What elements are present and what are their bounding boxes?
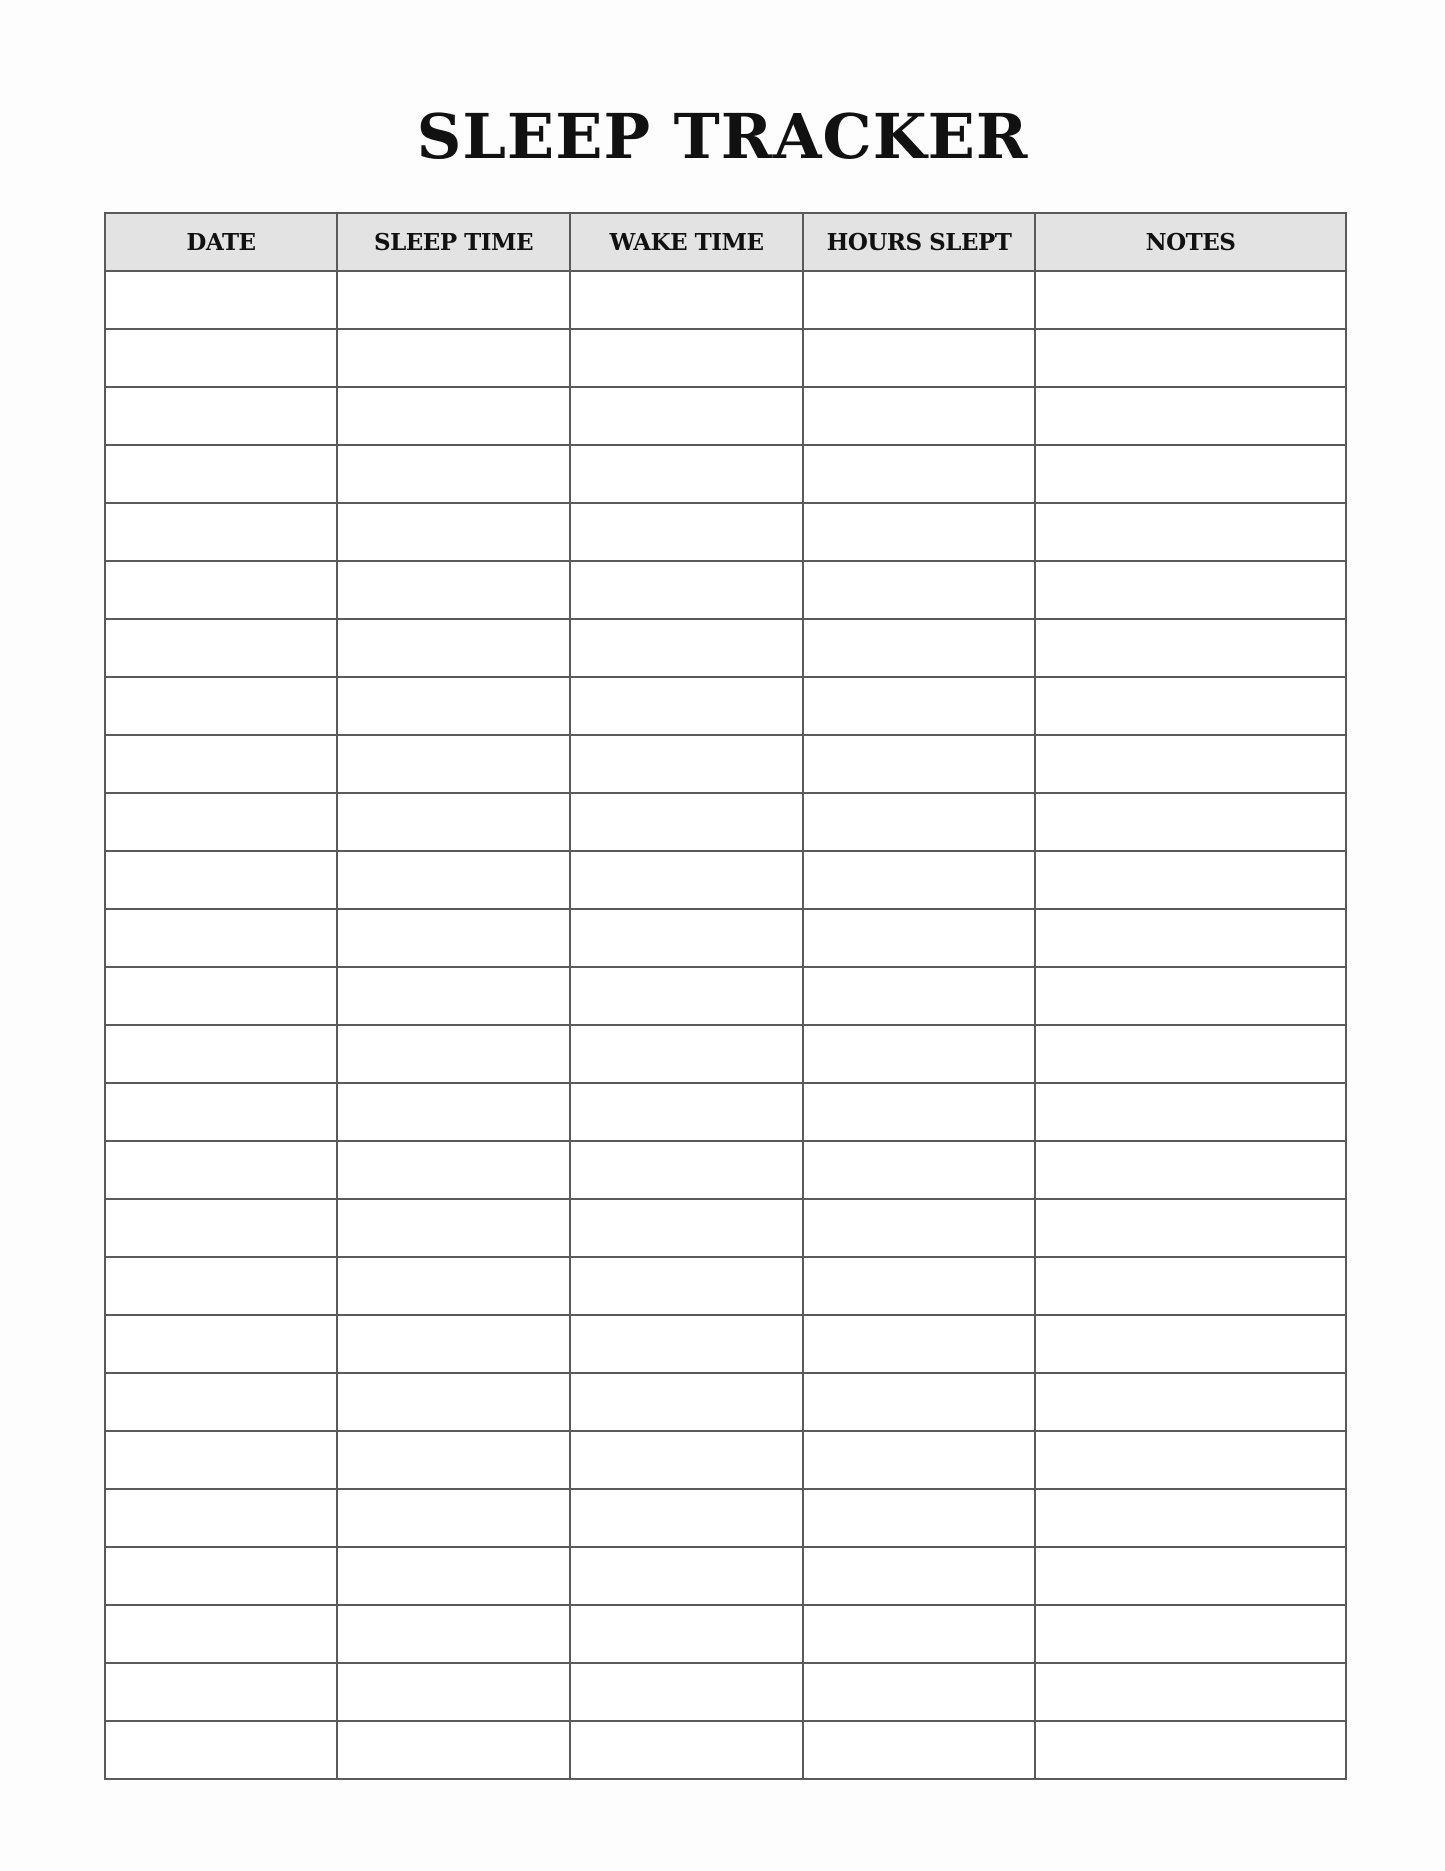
- table-row: [105, 967, 1346, 1025]
- cell-sleep-time: [337, 503, 570, 561]
- cell-hours-slept: [803, 1315, 1035, 1373]
- cell-hours-slept: [803, 1431, 1035, 1489]
- cell-date: [105, 1663, 337, 1721]
- table-row: [105, 851, 1346, 909]
- cell-notes: [1035, 967, 1346, 1025]
- cell-wake-time: [570, 1315, 803, 1373]
- cell-notes: [1035, 1489, 1346, 1547]
- cell-hours-slept: [803, 1257, 1035, 1315]
- cell-date: [105, 967, 337, 1025]
- table-row: [105, 735, 1346, 793]
- cell-sleep-time: [337, 1489, 570, 1547]
- cell-notes: [1035, 677, 1346, 735]
- table-row: [105, 1605, 1346, 1663]
- cell-wake-time: [570, 793, 803, 851]
- cell-sleep-time: [337, 735, 570, 793]
- cell-hours-slept: [803, 1373, 1035, 1431]
- cell-wake-time: [570, 387, 803, 445]
- cell-hours-slept: [803, 561, 1035, 619]
- column-header-hours-slept: HOURS SLEPT: [803, 213, 1035, 271]
- cell-wake-time: [570, 909, 803, 967]
- cell-sleep-time: [337, 1547, 570, 1605]
- cell-date: [105, 1025, 337, 1083]
- cell-wake-time: [570, 735, 803, 793]
- table-row: [105, 503, 1346, 561]
- cell-date: [105, 503, 337, 561]
- cell-sleep-time: [337, 271, 570, 329]
- cell-wake-time: [570, 1721, 803, 1779]
- table-row: [105, 793, 1346, 851]
- cell-date: [105, 271, 337, 329]
- cell-wake-time: [570, 1489, 803, 1547]
- cell-date: [105, 329, 337, 387]
- cell-sleep-time: [337, 967, 570, 1025]
- cell-sleep-time: [337, 329, 570, 387]
- cell-wake-time: [570, 851, 803, 909]
- cell-wake-time: [570, 445, 803, 503]
- cell-hours-slept: [803, 619, 1035, 677]
- cell-date: [105, 851, 337, 909]
- cell-hours-slept: [803, 793, 1035, 851]
- table-row: [105, 909, 1346, 967]
- cell-wake-time: [570, 619, 803, 677]
- cell-date: [105, 1547, 337, 1605]
- table-row: [105, 445, 1346, 503]
- cell-sleep-time: [337, 1663, 570, 1721]
- cell-hours-slept: [803, 967, 1035, 1025]
- table-row: [105, 1199, 1346, 1257]
- table-row: [105, 561, 1346, 619]
- cell-date: [105, 1489, 337, 1547]
- cell-sleep-time: [337, 677, 570, 735]
- cell-sleep-time: [337, 387, 570, 445]
- cell-hours-slept: [803, 1083, 1035, 1141]
- cell-notes: [1035, 271, 1346, 329]
- cell-notes: [1035, 851, 1346, 909]
- table-row: [105, 1431, 1346, 1489]
- page-title: SLEEP TRACKER: [416, 100, 1029, 173]
- cell-wake-time: [570, 561, 803, 619]
- cell-hours-slept: [803, 851, 1035, 909]
- cell-date: [105, 445, 337, 503]
- cell-hours-slept: [803, 271, 1035, 329]
- cell-date: [105, 619, 337, 677]
- cell-notes: [1035, 1721, 1346, 1779]
- cell-wake-time: [570, 1141, 803, 1199]
- table-row: [105, 1373, 1346, 1431]
- cell-wake-time: [570, 1083, 803, 1141]
- cell-sleep-time: [337, 1431, 570, 1489]
- cell-notes: [1035, 1431, 1346, 1489]
- cell-sleep-time: [337, 909, 570, 967]
- cell-date: [105, 1083, 337, 1141]
- cell-hours-slept: [803, 1025, 1035, 1083]
- cell-date: [105, 1141, 337, 1199]
- cell-sleep-time: [337, 1605, 570, 1663]
- cell-notes: [1035, 1199, 1346, 1257]
- cell-date: [105, 1431, 337, 1489]
- table-row: [105, 329, 1346, 387]
- cell-sleep-time: [337, 1083, 570, 1141]
- cell-sleep-time: [337, 1373, 570, 1431]
- cell-hours-slept: [803, 503, 1035, 561]
- column-header-wake-time: WAKE TIME: [570, 213, 803, 271]
- cell-date: [105, 1373, 337, 1431]
- cell-sleep-time: [337, 1199, 570, 1257]
- table-row: [105, 619, 1346, 677]
- table-row: [105, 387, 1346, 445]
- cell-notes: [1035, 387, 1346, 445]
- cell-sleep-time: [337, 1025, 570, 1083]
- cell-sleep-time: [337, 1141, 570, 1199]
- cell-notes: [1035, 1605, 1346, 1663]
- cell-hours-slept: [803, 677, 1035, 735]
- cell-hours-slept: [803, 1547, 1035, 1605]
- cell-date: [105, 1199, 337, 1257]
- table-row: [105, 677, 1346, 735]
- cell-hours-slept: [803, 1199, 1035, 1257]
- cell-wake-time: [570, 1199, 803, 1257]
- cell-date: [105, 909, 337, 967]
- cell-date: [105, 1257, 337, 1315]
- column-header-sleep-time: SLEEP TIME: [337, 213, 570, 271]
- cell-hours-slept: [803, 1605, 1035, 1663]
- column-header-notes: NOTES: [1035, 213, 1346, 271]
- cell-hours-slept: [803, 445, 1035, 503]
- cell-hours-slept: [803, 735, 1035, 793]
- cell-notes: [1035, 1547, 1346, 1605]
- cell-hours-slept: [803, 1663, 1035, 1721]
- cell-wake-time: [570, 271, 803, 329]
- cell-sleep-time: [337, 793, 570, 851]
- cell-wake-time: [570, 1025, 803, 1083]
- cell-sleep-time: [337, 619, 570, 677]
- sleep-tracker-table: [104, 212, 1347, 1780]
- cell-notes: [1035, 561, 1346, 619]
- cell-wake-time: [570, 1547, 803, 1605]
- cell-hours-slept: [803, 1141, 1035, 1199]
- cell-notes: [1035, 503, 1346, 561]
- table-row: [105, 1663, 1346, 1721]
- cell-notes: [1035, 793, 1346, 851]
- cell-notes: [1035, 445, 1346, 503]
- table-row: [105, 1721, 1346, 1779]
- cell-date: [105, 1721, 337, 1779]
- table-row: [105, 1547, 1346, 1605]
- cell-date: [105, 793, 337, 851]
- cell-wake-time: [570, 1431, 803, 1489]
- cell-wake-time: [570, 503, 803, 561]
- cell-sleep-time: [337, 561, 570, 619]
- cell-hours-slept: [803, 387, 1035, 445]
- table-row: [105, 1025, 1346, 1083]
- table-row: [105, 1141, 1346, 1199]
- cell-sleep-time: [337, 1257, 570, 1315]
- cell-notes: [1035, 619, 1346, 677]
- cell-date: [105, 735, 337, 793]
- cell-notes: [1035, 1315, 1346, 1373]
- header-row: [105, 213, 1346, 271]
- cell-sleep-time: [337, 1721, 570, 1779]
- column-header-date: DATE: [105, 213, 337, 271]
- cell-hours-slept: [803, 1489, 1035, 1547]
- cell-sleep-time: [337, 851, 570, 909]
- cell-wake-time: [570, 1663, 803, 1721]
- cell-sleep-time: [337, 445, 570, 503]
- cell-date: [105, 1315, 337, 1373]
- table-row: [105, 1489, 1346, 1547]
- cell-wake-time: [570, 1257, 803, 1315]
- cell-notes: [1035, 1257, 1346, 1315]
- table-row: [105, 1083, 1346, 1141]
- cell-notes: [1035, 329, 1346, 387]
- cell-hours-slept: [803, 1721, 1035, 1779]
- cell-wake-time: [570, 1373, 803, 1431]
- table-body: [105, 271, 1346, 1779]
- cell-notes: [1035, 1025, 1346, 1083]
- cell-notes: [1035, 735, 1346, 793]
- cell-wake-time: [570, 329, 803, 387]
- cell-notes: [1035, 1141, 1346, 1199]
- cell-notes: [1035, 1083, 1346, 1141]
- cell-date: [105, 1605, 337, 1663]
- cell-wake-time: [570, 1605, 803, 1663]
- cell-date: [105, 561, 337, 619]
- cell-wake-time: [570, 967, 803, 1025]
- cell-notes: [1035, 1373, 1346, 1431]
- table-row: [105, 1257, 1346, 1315]
- cell-sleep-time: [337, 1315, 570, 1373]
- cell-notes: [1035, 1663, 1346, 1721]
- cell-date: [105, 387, 337, 445]
- cell-hours-slept: [803, 909, 1035, 967]
- table-row: [105, 1315, 1346, 1373]
- cell-hours-slept: [803, 329, 1035, 387]
- cell-notes: [1035, 909, 1346, 967]
- cell-date: [105, 677, 337, 735]
- table-row: [105, 271, 1346, 329]
- cell-wake-time: [570, 677, 803, 735]
